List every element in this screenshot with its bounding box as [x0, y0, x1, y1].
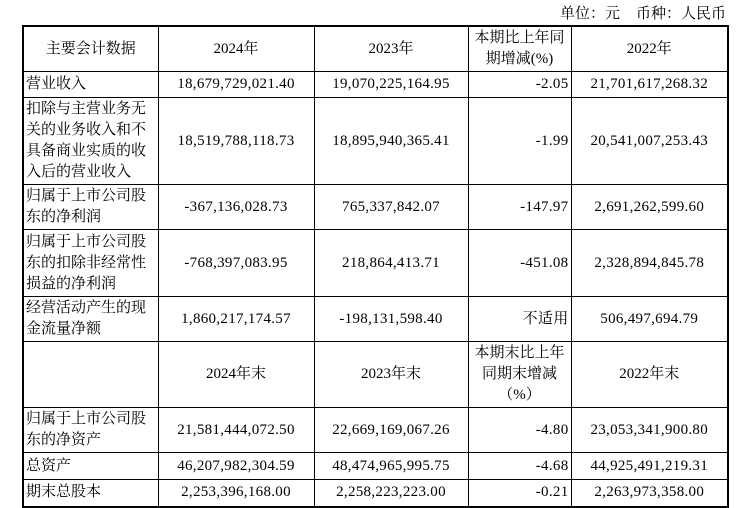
header-2022: 2022年: [571, 26, 728, 72]
value-2024: -768,397,083.95: [158, 230, 314, 297]
value-2023: 765,337,842.07: [314, 185, 468, 230]
header-change-pct: 本期比上年同期增减(%): [468, 26, 571, 72]
header-2023: 2023年: [314, 26, 468, 72]
value-2024: 46,207,982,304.59: [158, 453, 314, 480]
value-2022: 506,497,694.79: [571, 297, 728, 342]
row-label: 归属于上市公司股东的扣除非经常性损益的净利润: [23, 230, 158, 297]
value-change: -0.21: [468, 480, 571, 507]
header-main-accounting-data: 主要会计数据: [23, 26, 158, 72]
value-2023: 22,669,169,067.26: [314, 408, 468, 453]
table-row-net-profit: [23, 185, 728, 230]
row-label: 扣除与主营业务无关的业务收入和不具备商业实质的收入后的营业收入: [23, 98, 158, 185]
header-blank: [23, 342, 158, 408]
annual-header-row: [23, 26, 728, 72]
value-change: -2.05: [468, 72, 571, 98]
table-row-total-assets: [23, 453, 728, 480]
value-2023: -198,131,598.40: [314, 297, 468, 342]
period-end-header-row: [23, 342, 728, 408]
value-2022: 20,541,007,253.43: [571, 98, 728, 185]
value-2022: 2,263,973,358.00: [571, 480, 728, 507]
value-2023: 218,864,413.71: [314, 230, 468, 297]
value-2024: 21,581,444,072.50: [158, 408, 314, 453]
value-2022: 2,328,894,845.78: [571, 230, 728, 297]
table-row-net-profit-excl-nonrecurring: [23, 230, 728, 297]
value-2023: 48,474,965,995.75: [314, 453, 468, 480]
header-2024: 2024年: [158, 26, 314, 72]
table-row-adjusted-revenue: [23, 98, 728, 185]
value-change: -4.80: [468, 408, 571, 453]
value-change: -451.08: [468, 230, 571, 297]
row-label: 期末总股本: [23, 480, 158, 507]
value-2023: 2,258,223,223.00: [314, 480, 468, 507]
value-2024: 18,519,788,118.73: [158, 98, 314, 185]
value-2024: 18,679,729,021.40: [158, 72, 314, 98]
value-2022: 23,053,341,900.80: [571, 408, 728, 453]
header-2022-end: 2022年末: [571, 342, 728, 408]
row-label: 经营活动产生的现金流量净额: [23, 297, 158, 342]
table-row-total-share-capital: [23, 480, 728, 507]
value-2023: 19,070,225,164.95: [314, 72, 468, 98]
value-2022: 21,701,617,268.32: [571, 72, 728, 98]
financial-summary-table: [22, 25, 729, 508]
value-change: 不适用: [468, 297, 571, 342]
row-label: 归属于上市公司股东的净利润: [23, 185, 158, 230]
table-row-net-assets: [23, 408, 728, 453]
value-change: -1.99: [468, 98, 571, 185]
value-change: -147.97: [468, 185, 571, 230]
header-end-change-pct: 本期末比上年同期末增减（%）: [468, 342, 571, 408]
currency-label: 币种：人民币: [635, 6, 726, 22]
value-2023: 18,895,940,365.41: [314, 98, 468, 185]
table-row-operating-cash-flow: [23, 297, 728, 342]
row-label: 营业收入: [23, 72, 158, 98]
value-2024: 2,253,396,168.00: [158, 480, 314, 507]
value-2022: 2,691,262,599.60: [571, 185, 728, 230]
header-2024-end: 2024年末: [158, 342, 314, 408]
table-row-revenue: [23, 72, 728, 98]
unit-label: 单位：元: [559, 6, 620, 22]
value-2024: -367,136,028.73: [158, 185, 314, 230]
unit-currency-line: [0, 0, 740, 25]
value-2024: 1,860,217,174.57: [158, 297, 314, 342]
row-label: 归属于上市公司股东的净资产: [23, 408, 158, 453]
header-2023-end: 2023年末: [314, 342, 468, 408]
value-change: -4.68: [468, 453, 571, 480]
value-2022: 44,925,491,219.31: [571, 453, 728, 480]
row-label: 总资产: [23, 453, 158, 480]
